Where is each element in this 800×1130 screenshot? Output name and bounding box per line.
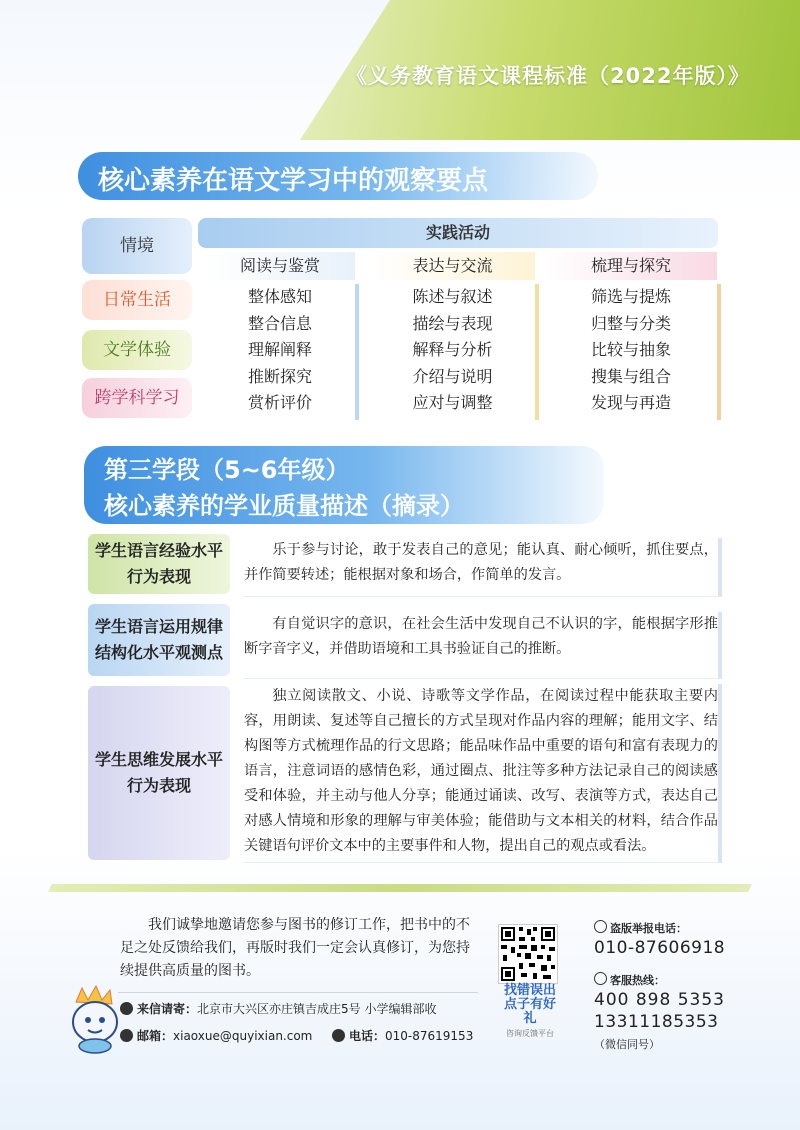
- email-label: 邮箱：: [137, 1029, 174, 1043]
- list-item: 赏析评价: [247, 393, 312, 412]
- situation-interdisciplinary: 跨学科学习: [82, 378, 192, 418]
- headset-icon: [594, 972, 607, 985]
- column-expression: [370, 284, 539, 420]
- column-reading: [205, 284, 359, 420]
- email-value[interactable]: xiaoxue@quyixian.com: [173, 1029, 313, 1043]
- situation-header: 情境: [82, 218, 192, 274]
- piracy-label-row: [594, 920, 687, 936]
- list-item: 推断探究: [247, 366, 312, 386]
- section2-title-line2: 核心素养的学业质量描述（摘录）: [104, 492, 464, 520]
- list-item: 搜集与组合: [590, 366, 671, 386]
- standard-title: 《义务教育语文课程标准（2022年版）》: [346, 64, 750, 88]
- divider: [118, 992, 478, 993]
- service-label-row: [594, 972, 665, 988]
- email-row: [120, 1027, 312, 1044]
- column-header-inquiry: 梳理与探究: [545, 252, 717, 280]
- phone-value: 010-87619153: [385, 1029, 474, 1043]
- column-header-expression: 表达与交流: [370, 252, 535, 280]
- phone-icon: [332, 1029, 345, 1042]
- row-label-thinking: [88, 686, 230, 860]
- section1-header: [78, 152, 598, 200]
- row-text-language-use: 有自觉识字的意识，在社会生活中发现自己不认识的字，能根据字形推断字音字义，并借助语境和工具书验证自己的推断。: [244, 612, 722, 679]
- list-item: 比较与抽象: [590, 340, 671, 359]
- mail-address: [120, 1000, 436, 1017]
- row-label-line2: 结构化水平观测点: [94, 643, 223, 662]
- decorative-stripe: [49, 884, 752, 892]
- list-item: 整合信息: [247, 313, 312, 333]
- address-value: 北京市大兴区亦庄镇吉成庄5号 小学编辑部收: [197, 1002, 437, 1016]
- phone-icon: [594, 920, 607, 933]
- row-label-line2: 行为表现: [126, 776, 191, 795]
- column-header-reading: 阅读与鉴赏: [205, 252, 355, 280]
- row-label-language-use: [88, 604, 230, 676]
- list-item: 陈述与叙述: [412, 287, 493, 306]
- row-label-language-experience: [88, 534, 230, 594]
- service-phone-2: 13311185353: [594, 1012, 719, 1032]
- section2-header: [84, 446, 604, 524]
- list-item: 描绘与表现: [412, 313, 493, 333]
- column-inquiry: [545, 284, 721, 420]
- list-item: 归整与分类: [590, 313, 671, 333]
- phone-row: [332, 1027, 473, 1044]
- list-item: 解释与分析: [412, 340, 493, 359]
- situation-literary: 文学体验: [82, 330, 192, 370]
- list-item: 整体感知: [247, 287, 312, 306]
- list-item: 发现与再造: [590, 393, 671, 412]
- service-phone-1: 400 898 5353: [594, 990, 725, 1010]
- situation-daily-life: 日常生活: [82, 280, 192, 320]
- feedback-notice: 我们诚挚地邀请您参与图书的修订工作，把书中的不足之处反馈给我们，再版时我们一定会认真修订，为您持续提供高质量的图书。: [120, 917, 470, 979]
- service-label: 客服热线：: [610, 974, 665, 987]
- phone-label: 电话：: [349, 1029, 386, 1043]
- piracy-label: 盗版举报电话：: [610, 922, 687, 935]
- section2-title-line1: 第三学段（5~6年级）: [104, 456, 350, 484]
- service-note: （微信同号）: [594, 1038, 660, 1051]
- list-item: 筛选与提炼: [590, 287, 671, 306]
- row-label-line1: 学生思维发展水平: [94, 750, 223, 769]
- row-text-language-experience: 乐于参与讨论，敢于发表自己的意见；能认真、耐心倾听，抓住要点，并作简要转述；能根据对象和场合，作简单的发言。: [244, 538, 722, 597]
- row-label-line1: 学生语言运用规律: [94, 617, 223, 636]
- list-item: 应对与调整: [412, 393, 493, 412]
- address-label: 来信请寄：: [137, 1002, 198, 1016]
- mascot-illustration: [64, 984, 126, 1054]
- row-label-line1: 学生语言经验水平: [94, 541, 223, 560]
- section1-title: 核心素养在语文学习中的观察要点: [98, 166, 489, 196]
- row-label-line2: 行为表现: [126, 567, 191, 586]
- list-item: 介绍与说明: [412, 366, 493, 386]
- qr-caption: 找错误出点子有好礼: [503, 983, 556, 1026]
- list-item: 理解阐释: [247, 340, 312, 359]
- row-text-thinking: 独立阅读散文、小说、诗歌等文学作品，在阅读过程中能获取主要内容，用朗读、复述等自己擅长的方式呈现对作品内容的理解；能用文字、结构图等方式梳理作品的行文思路；能品味作品中重要的语句和富有表现力的语言，注意词语的感情色彩，通过圈点、批注等多种方法记录自己的阅读感受和体验，并主动与他人分享；能通过诵读、改写、表演等方式，表达自己对感人情境和形象的理解与审美体验；能借助与文本相关的材料，结合作品关键语句评价文本中的主要事件和人物，提出自己的观点或看法。: [244, 684, 722, 863]
- practice-header: 实践活动: [198, 218, 718, 248]
- piracy-phone: 010-87606918: [594, 938, 726, 958]
- qr-code[interactable]: [498, 924, 558, 984]
- qr-caption-small: 咨询反馈平台: [506, 1029, 554, 1038]
